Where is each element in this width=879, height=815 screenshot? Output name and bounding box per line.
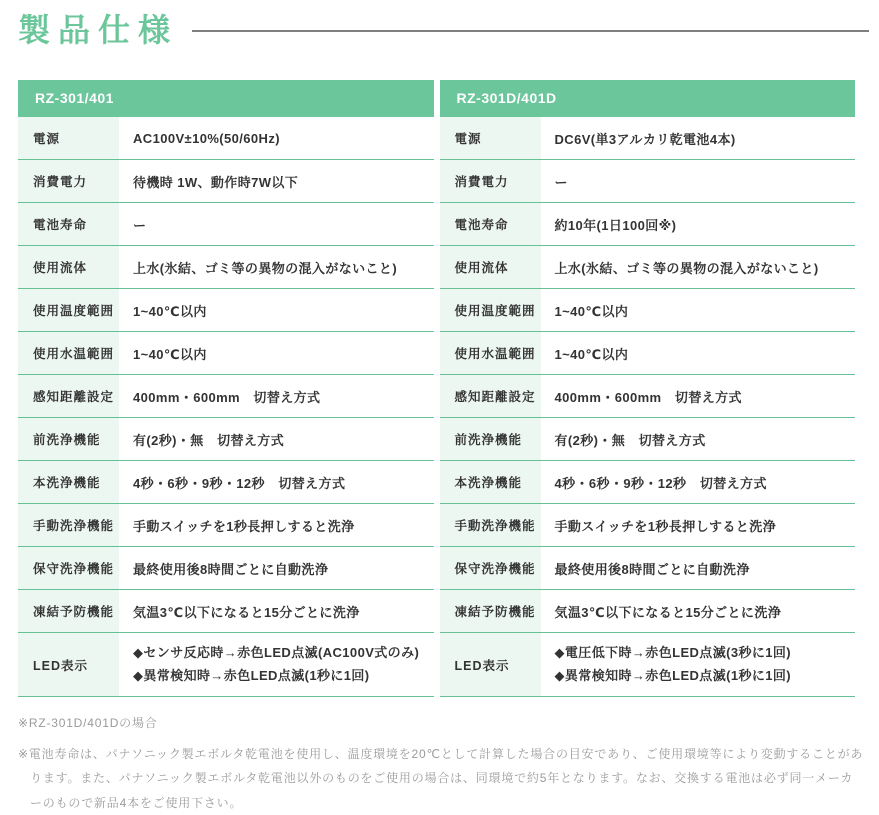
- spec-row: [440, 160, 856, 203]
- spec-row: [18, 289, 434, 332]
- spec-value: 400mm・600mm 切替え方式: [554, 389, 742, 405]
- spec-row: [18, 160, 434, 203]
- spec-label: 感知距離設定: [440, 375, 541, 417]
- spec-label: 保守洗浄機能: [440, 547, 541, 589]
- table-header: RZ-301/401: [18, 80, 434, 117]
- spec-label: 凍結予防機能: [440, 590, 541, 632]
- spec-label: 本洗浄機能: [440, 461, 541, 503]
- spec-label: 使用流体: [440, 246, 541, 288]
- spec-value: 手動スイッチを1秒長押しすると洗浄: [133, 518, 355, 534]
- spec-row: [440, 375, 856, 418]
- footnote-model-case: ※RZ-301D/401Dの場合: [18, 716, 158, 730]
- spec-row: [440, 246, 856, 289]
- spec-value: 最終使用後8時間ごとに自動洗浄: [554, 561, 750, 577]
- spec-value: 1~40℃以内: [554, 346, 629, 362]
- spec-value: 1~40℃以内: [554, 303, 629, 319]
- spec-label: 使用温度範囲: [440, 289, 541, 331]
- spec-row: [18, 504, 434, 547]
- spec-row: [18, 461, 434, 504]
- spec-value: 上水(氷結、ゴミ等の異物の混入がないこと): [554, 260, 819, 276]
- spec-row-led: [18, 633, 434, 697]
- spec-label: 使用温度範囲: [18, 289, 119, 331]
- led-note-line: ◆異常検知時→赤色LED点滅(1秒に1回): [133, 667, 370, 683]
- spec-value: 約10年(1日100回※): [554, 217, 677, 233]
- spec-value: ー: [133, 217, 147, 233]
- led-note-line: ◆センサ反応時→赤色LED点滅(AC100V式のみ): [133, 645, 420, 661]
- spec-value: 4秒・6秒・9秒・12秒 切替え方式: [133, 475, 346, 491]
- spec-row: [440, 590, 856, 633]
- spec-label: 前洗浄機能: [18, 418, 119, 460]
- spec-row: [440, 332, 856, 375]
- spec-row: [18, 590, 434, 633]
- spec-row: [18, 418, 434, 461]
- spec-value: 気温3℃以下になると15分ごとに洗浄: [133, 604, 360, 620]
- spec-value: 上水(氷結、ゴミ等の異物の混入がないこと): [133, 260, 398, 276]
- spec-label: 使用水温範囲: [440, 332, 541, 374]
- spec-label: 電池寿命: [440, 203, 541, 245]
- spec-value: ー: [554, 174, 568, 190]
- spec-value: 最終使用後8時間ごとに自動洗浄: [133, 561, 329, 577]
- spec-label: 感知距離設定: [18, 375, 119, 417]
- spec-row: [440, 117, 856, 160]
- spec-row: [18, 547, 434, 590]
- spec-label: LED表示: [18, 633, 119, 696]
- spec-label: 保守洗浄機能: [18, 547, 119, 589]
- spec-row: [440, 504, 856, 547]
- spec-label: 電池寿命: [18, 203, 119, 245]
- spec-row: [18, 246, 434, 289]
- spec-value: 有(2秒)・無 切替え方式: [554, 432, 706, 448]
- spec-row: [440, 203, 856, 246]
- spec-value: 4秒・6秒・9秒・12秒 切替え方式: [554, 475, 767, 491]
- spec-value: DC6V(単3アルカリ乾電池4本): [554, 131, 736, 147]
- spec-row: [18, 117, 434, 160]
- footnote-battery-life: ※電池寿命は、パナソニック製エボルタ乾電池を使用し、温度環境を20℃として計算した場合の目安であり、ご使用環境等により変動することがあります。また、パナソニック製エボルタ乾電池以外のものをご使用の場合は、同環境で約5年となります。なお、交換する電池は必ず同一メーカーのもので新品4本をご使用下さい。: [18, 746, 864, 810]
- spec-row: [440, 289, 856, 332]
- spec-value: AC100V±10%(50/60Hz): [133, 130, 280, 146]
- spec-label: 手動洗浄機能: [440, 504, 541, 546]
- spec-value: 1~40℃以内: [133, 303, 207, 319]
- spec-value: 1~40℃以内: [133, 346, 207, 362]
- spec-label: 使用水温範囲: [18, 332, 119, 374]
- spec-label: 電源: [18, 117, 119, 159]
- spec-label: 本洗浄機能: [18, 461, 119, 503]
- spec-value: 手動スイッチを1秒長押しすると洗浄: [554, 518, 777, 534]
- spec-row: [440, 461, 856, 504]
- table-header: RZ-301D/401D: [440, 80, 856, 117]
- spec-label: 使用流体: [18, 246, 119, 288]
- spec-label: 手動洗浄機能: [18, 504, 119, 546]
- spec-label: 消費電力: [440, 160, 541, 202]
- spec-row: [18, 203, 434, 246]
- spec-value: 気温3℃以下になると15分ごとに洗浄: [554, 604, 782, 620]
- spec-value: 有(2秒)・無 切替え方式: [133, 432, 285, 448]
- led-note-line: ◆電圧低下時→赤色LED点滅(3秒に1回): [554, 645, 792, 661]
- spec-label: 消費電力: [18, 160, 119, 202]
- spec-value: [119, 633, 434, 696]
- spec-row: [18, 375, 434, 418]
- spec-row: [440, 547, 856, 590]
- spec-row-led: [440, 633, 856, 697]
- spec-label: 電源: [440, 117, 541, 159]
- spec-value: [541, 633, 856, 696]
- spec-table-rz-301-401: [18, 80, 434, 697]
- spec-row: [440, 418, 856, 461]
- spec-value: 待機時 1W、動作時7W以下: [133, 174, 299, 190]
- led-note-line: ◆異常検知時→赤色LED点滅(1秒に1回): [554, 667, 792, 683]
- spec-row: [18, 332, 434, 375]
- spec-label: LED表示: [440, 633, 541, 696]
- footnotes: [18, 711, 869, 815]
- spec-label: 凍結予防機能: [18, 590, 119, 632]
- spec-label: 前洗浄機能: [440, 418, 541, 460]
- title-rule: [192, 30, 869, 32]
- spec-tables: [18, 80, 869, 697]
- spec-table-rz-301d-401d: [440, 80, 856, 697]
- title-row: [18, 8, 869, 54]
- page-title: 製品仕様: [18, 12, 179, 49]
- spec-value: 400mm・600mm 切替え方式: [133, 389, 321, 405]
